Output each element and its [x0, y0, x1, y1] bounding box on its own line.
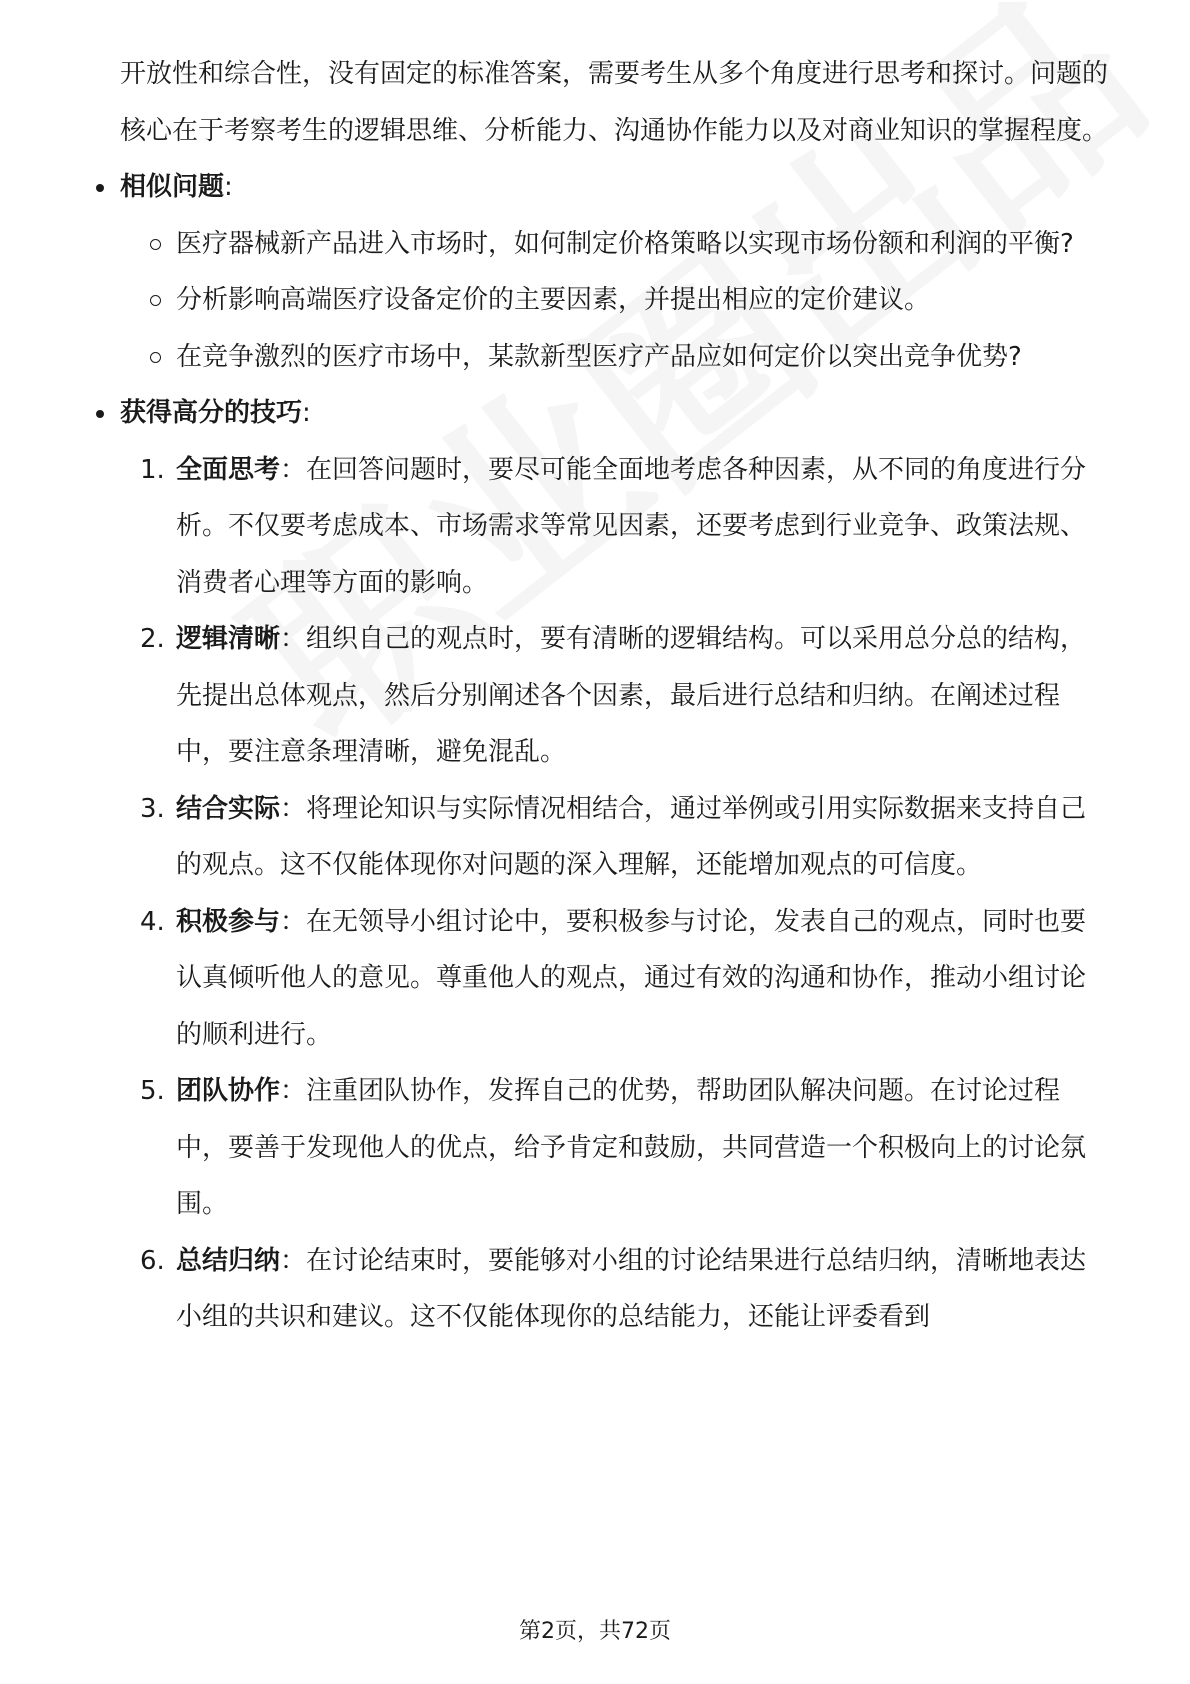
- list-item: 分析影响高端医疗设备定价的主要因素，并提出相应的定价建议。: [176, 272, 1110, 329]
- circle-bullet-icon: [150, 239, 161, 250]
- tips-heading: 获得高分的技巧:: [120, 398, 311, 428]
- similar-questions-list: [120, 216, 1110, 386]
- circle-bullet-icon: [150, 295, 161, 306]
- tip-number: 5.: [140, 1076, 165, 1106]
- tip-text: ：注重团队协作，发挥自己的优势，帮助团队解决问题。在讨论过程中，要善于发现他人的优点，给予肯定和鼓励，共同营造一个积极向上的讨论氛围。: [176, 1076, 1087, 1219]
- tip-label: 总结归纳: [176, 1245, 281, 1276]
- list-item: 在竞争激烈的医疗市场中，某款新型医疗产品应如何定价以突出竞争优势?: [176, 329, 1110, 386]
- tip-text: ：在无领导小组讨论中，要积极参与讨论，发表自己的观点，同时也要认真倾听他人的意见。尊重他人的观点，通过有效的沟通和协作，推动小组讨论的顺利进行。: [176, 906, 1087, 1050]
- tip-item: [140, 1063, 1110, 1233]
- intro-paragraph: 开放性和综合性，没有固定的标准答案，需要考生从多个角度进行思考和探讨。问题的核心在于考察考生的逻辑思维、分析能力、沟通协作能力以及对商业知识的掌握程度。: [120, 59, 1109, 146]
- tip-number: 6.: [140, 1245, 165, 1276]
- similar-questions-heading: 相似问题:: [120, 172, 233, 202]
- tip-item: [140, 894, 1110, 1064]
- list-item: 医疗器械新产品进入市场时，如何制定价格策略以实现市场份额和利润的平衡?: [176, 216, 1110, 273]
- tip-label: 积极参与: [176, 906, 281, 937]
- tip-text: ：将理论知识与实际情况相结合，通过举例或引用实际数据来支持自己的观点。这不仅能体现你对问题的深入理解，还能增加观点的可信度。: [176, 793, 1087, 880]
- tip-text: ：组织自己的观点时，要有清晰的逻辑结构。可以采用总分总的结构，先提出总体观点，然后分别阐述各个因素，最后进行总结和归纳。在阐述过程中，要注意条理清晰，避免混乱。: [176, 624, 1087, 767]
- tips-section: [120, 385, 1110, 1346]
- page-number-footer: 第2页，共72页: [519, 1619, 671, 1644]
- tip-label: 全面思考: [176, 454, 281, 485]
- similar-questions-section: [120, 159, 1110, 385]
- circle-bullet-icon: [150, 352, 161, 363]
- tip-number: 3.: [140, 793, 165, 824]
- tip-label: 结合实际: [176, 793, 281, 824]
- tips-list: [120, 442, 1110, 1346]
- tip-text: ：在讨论结束时，要能够对小组的讨论结果进行总结归纳，清晰地表达小组的共识和建议。这不仅能体现你的总结能力，还能让评委看到: [176, 1245, 1087, 1332]
- tip-label: 逻辑清晰: [176, 624, 281, 654]
- bullet-dot-icon: [96, 410, 104, 418]
- section-title: 相似问题: [120, 172, 225, 202]
- tip-item: [140, 611, 1110, 781]
- tip-label: 团队协作: [176, 1076, 281, 1106]
- page-content: [120, 46, 1110, 1346]
- tip-text: ：在回答问题时，要尽可能全面地考虑各种因素，从不同的角度进行分析。不仅要考虑成本、市场需求等常见因素，还要考虑到行业竞争、政策法规、消费者心理等方面的影响。: [176, 454, 1087, 598]
- tip-item: [140, 781, 1110, 894]
- tip-number: 2.: [140, 624, 165, 654]
- tip-number: 4.: [140, 906, 165, 937]
- tip-item: [140, 442, 1110, 612]
- tip-number: 1.: [140, 454, 165, 485]
- bullet-dot-icon: [96, 184, 104, 192]
- section-title: 获得高分的技巧: [120, 398, 303, 428]
- tip-item: [140, 1233, 1110, 1346]
